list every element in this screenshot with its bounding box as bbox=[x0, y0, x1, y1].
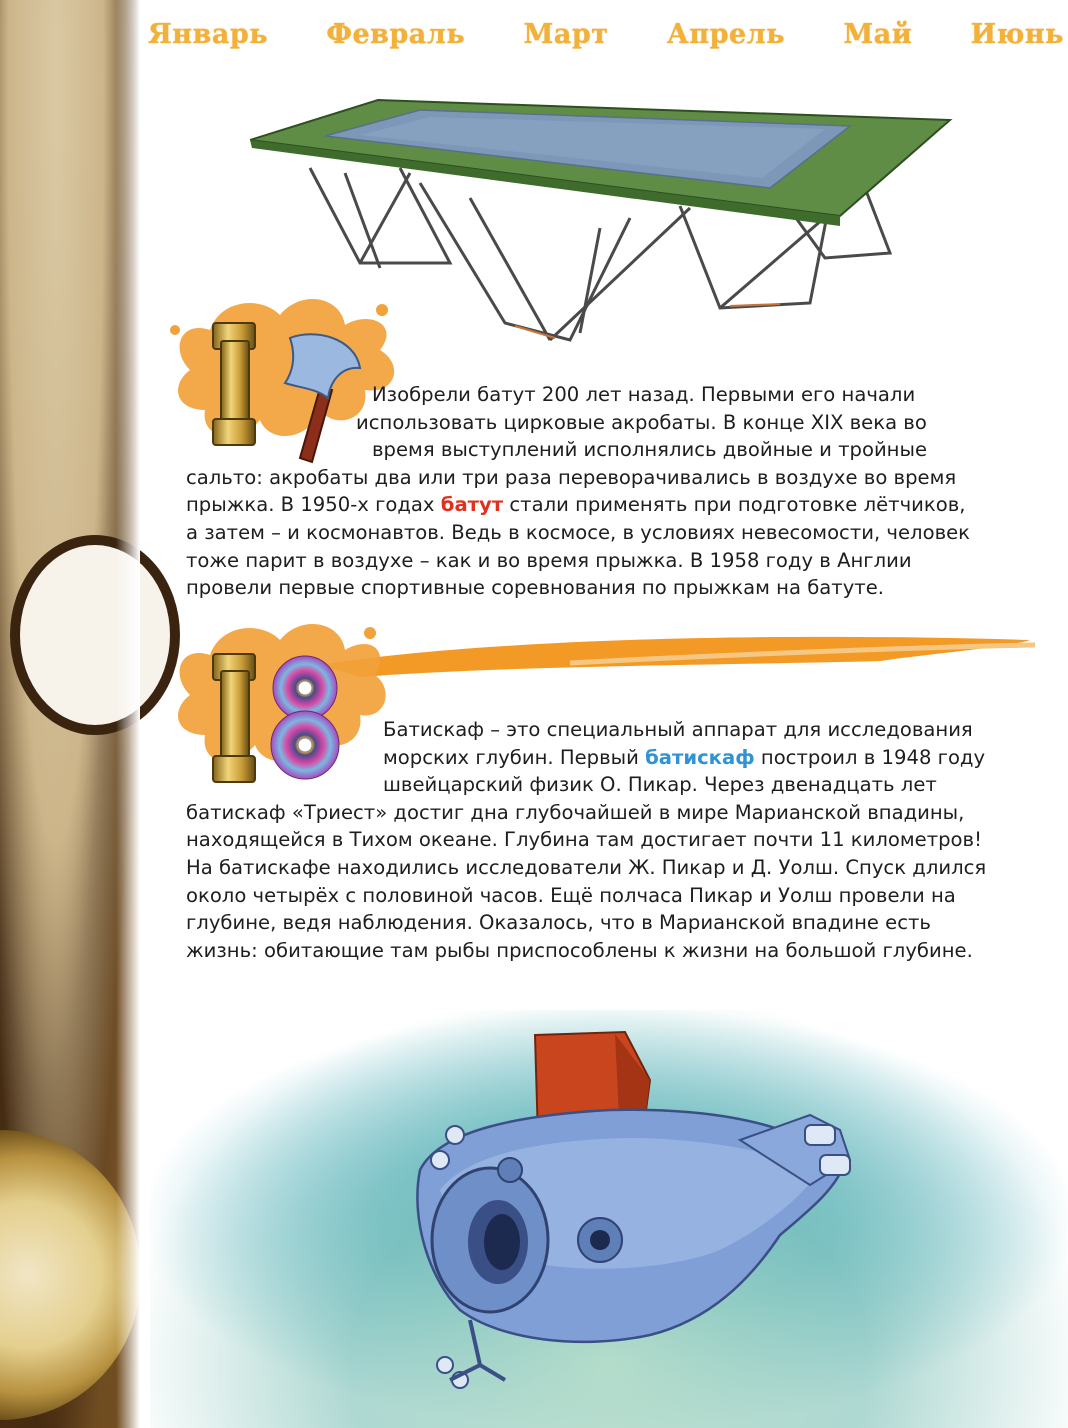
text-line: находящейся в Тихом океане. Глубина там достигает почти 11 километров! bbox=[186, 828, 982, 852]
text-line: использовать цирковые акробаты. В конце XIX века во bbox=[356, 410, 927, 434]
map-compass-border-image bbox=[0, 0, 140, 1428]
text-line: а затем – и космонавтов. Ведь в космосе, в условиях невесомости, человек bbox=[186, 520, 971, 544]
month-april: Апрель bbox=[666, 18, 786, 50]
text-line: глубине, ведя наблюдения. Оказалось, что в Марианской впадине есть bbox=[186, 911, 931, 935]
text-line: время выступлений исполнялись двойные и тройные bbox=[372, 438, 928, 462]
month-january: Январь bbox=[148, 18, 269, 50]
text-line bbox=[186, 744, 986, 772]
text-line: тоже парит в воздухе – как и во время прыжка. В 1958 году в Англии bbox=[186, 548, 912, 572]
bathyscaphe-illustration bbox=[380, 1020, 880, 1415]
text-line: На батискафе находились исследователи Ж. Пикар и Д. Уолш. Спуск длился bbox=[186, 855, 987, 879]
compass-image bbox=[0, 1130, 140, 1420]
orange-swoosh-icon bbox=[320, 625, 1040, 685]
text-fragment: морских глубин. Первый bbox=[383, 745, 646, 769]
text-line bbox=[186, 491, 970, 519]
text-line: жизнь: обитающие там рыбы приспособлены к жизни на большой глубине. bbox=[186, 938, 973, 962]
magnifier-lens-image bbox=[10, 535, 180, 735]
month-march: Март bbox=[523, 18, 609, 50]
text-line: Батискаф – это специальный аппарат для исследования bbox=[383, 718, 973, 741]
text-line: швейцарский физик О. Пикар. Через двенадцать лет bbox=[383, 773, 937, 797]
text-line: провели первые спортивные соревнования по прыжкам на батуте. bbox=[186, 576, 884, 600]
month-may: Май bbox=[843, 18, 913, 50]
text-line: сальто: акробаты два или три раза переворачивались в воздухе во время bbox=[186, 465, 957, 489]
month-june: Июнь bbox=[970, 18, 1064, 50]
bathyscaphe-text bbox=[186, 716, 986, 964]
text-fragment: прыжка. В 1950-х годах bbox=[186, 493, 441, 517]
keyword-bathyscaphe: батискаф bbox=[645, 745, 755, 769]
keyword-trampoline: батут bbox=[440, 493, 504, 517]
text-fragment: стали применять при подготовке лётчиков, bbox=[503, 493, 966, 517]
text-line: Изобрели батут 200 лет назад. Первыми его начали bbox=[372, 383, 916, 406]
month-february: Февраль bbox=[326, 18, 466, 50]
text-line: батискаф «Триест» достиг дна глубочайшей в мире Марианской впадины, bbox=[186, 800, 965, 824]
trampoline-text bbox=[186, 381, 970, 602]
text-fragment: построил в 1948 году bbox=[754, 745, 986, 769]
text-line: около четырёх с половиной часов. Ещё полчаса Пикар и Уолш провели на bbox=[186, 883, 956, 907]
months-header bbox=[148, 16, 1068, 52]
